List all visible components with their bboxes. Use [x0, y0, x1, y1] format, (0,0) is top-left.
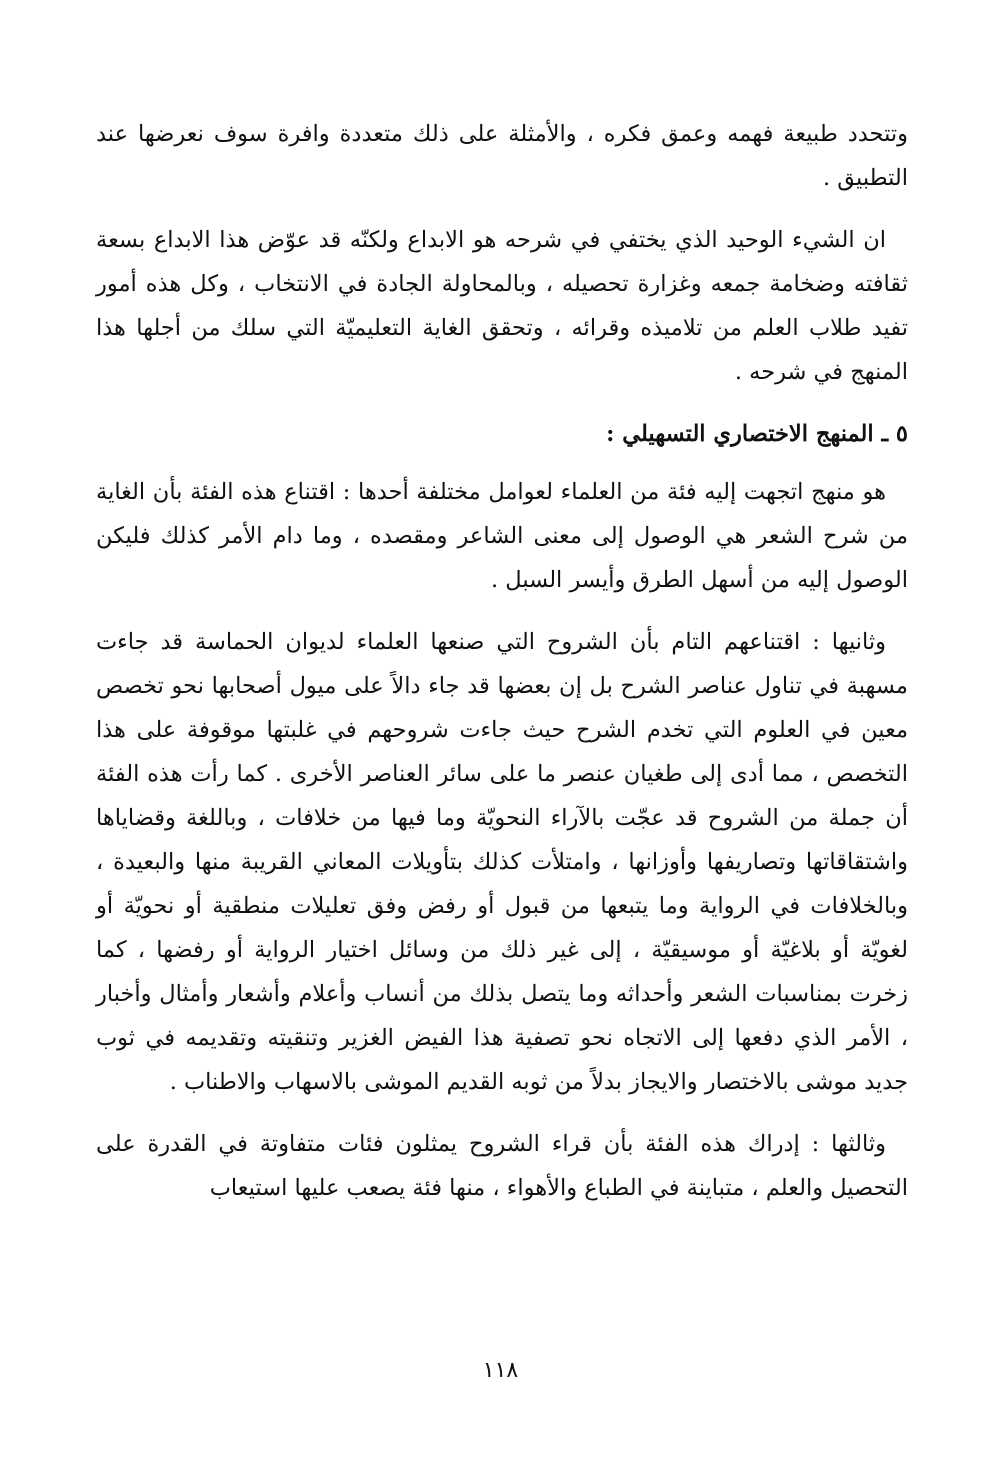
paragraph-2: ان الشيء الوحيد الذي يختفي في شرحه هو الابداع ولكنّه قد عوّض هذا الابداع بسعة ثقافته وضخامة جمعه وغزارة تحصيله ، وبالمحاولة الجادة في الانتخاب ، وكل هذه أمور تفيد طلاب العلم من تلاميذه وقرائه ، وتحقق الغاية التعليميّة التي سلك من أجلها هذا المنهج في شرحه . [96, 227, 908, 385]
page-number: ١١٨ [482, 1358, 519, 1383]
paragraph-3: هو منهج اتجهت إليه فئة من العلماء لعوامل مختلفة أحدها : اقتناع هذه الفئة بأن الغاية من شرح الشعر هي الوصول إلى معنى الشاعر ومقصده ، وما دام الأمر كذلك فليكن الوصول إليه من أسهل الطرق وأيسر السبل . [96, 479, 908, 593]
paragraph-5: وثالثها : إدراك هذه الفئة بأن قراء الشروح يمثلون فئات متفاوتة في القدرة على التحصيل والعلم ، متباينة في الطباع والأهواء ، منها فئة يصعب عليها استيعاب [96, 1131, 908, 1201]
section-heading: ٥ ـ المنهج الاختصاري التسهيلي : [606, 421, 908, 447]
paragraph-4: وثانيها : اقتناعهم التام بأن الشروح التي صنعها العلماء لديوان الحماسة قد جاءت مسهبة في تناول عناصر الشرح بل إن بعضها قد جاء دالاً على ميول أصحابها نحو تخصص معين في العلوم التي تخدم الشرح حيث جاءت شروحهم في غلبتها موقوفة على هذا التخصص ، مما أدى إلى طغيان عنصر ما على سائر العناصر الأخرى . كما رأت هذه الفئة أن جملة من الشروح قد عجّت بالآراء النحويّة وما فيها من خلافات ، وباللغة وقضاياها واشتقاقاتها وتصاريفها وأوزانها ، وامتلأت كذلك بتأويلات المعاني القريبة منها والبعيدة ، وبالخلافات في الرواية وما يتبعها من قبول أو رفض وفق تعليلات منطقية أو نحويّة أو لغويّة أو بلاغيّة أو موسيقيّة ، إلى غير ذلك من وسائل اختيار الرواية أو رفضها ، كما زخرت بمناسبات الشعر وأحداثه وما يتصل بذلك من أنساب وأعلام وأشعار وأمثال وأخبار ، الأمر الذي دفعها إلى الاتجاه نحو تصفية هذا الفيض الغزير وتنقيته وتقديمه في ثوب جديد موشى بالاختصار والايجاز بدلاً من ثوبه القديم الموشى بالاسهاب والاطناب . [96, 629, 908, 1095]
paragraph-1: وتتحدد طبيعة فهمه وعمق فكره ، والأمثلة على ذلك متعددة وافرة سوف نعرضها عند التطبيق . [96, 121, 908, 191]
page-body [96, 112, 908, 1228]
